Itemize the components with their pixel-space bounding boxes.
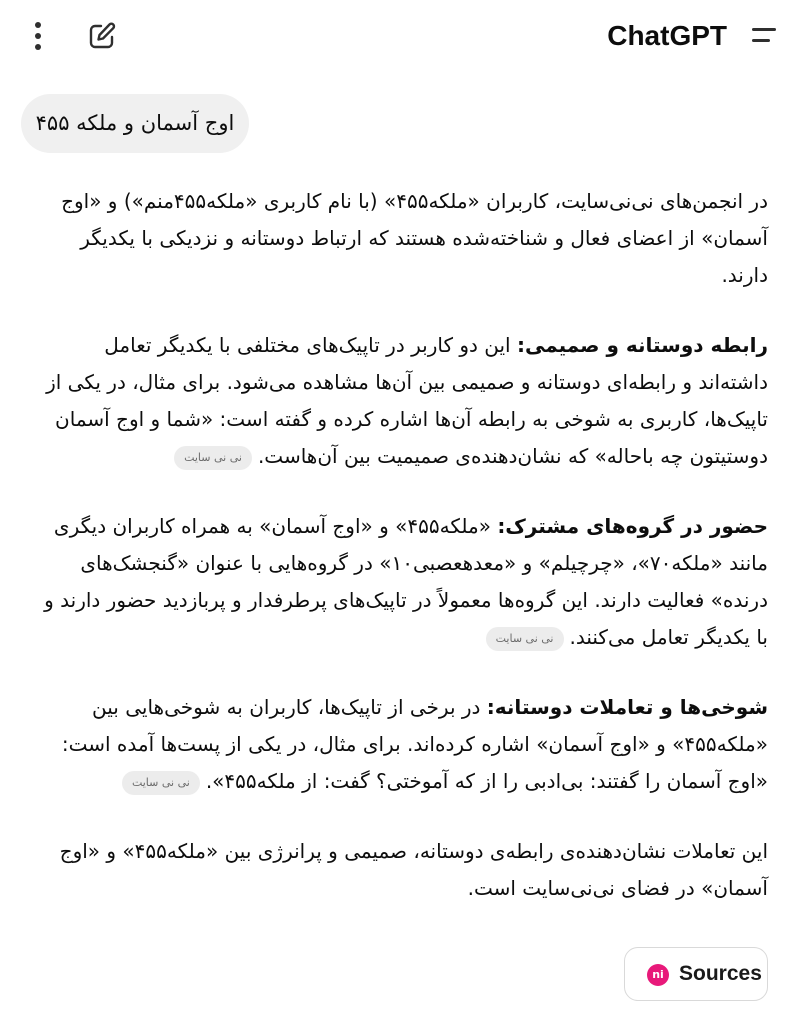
section-heading: رابطه دوستانه و صمیمی: [516,333,768,357]
answer-section [36,508,768,656]
sidebar-menu-button[interactable] [748,22,780,50]
app-title: ChatGPT [607,20,727,51]
edit-icon [84,18,120,54]
citation-chip[interactable]: نی نی سایت [486,627,564,651]
more-options-button[interactable] [20,16,56,56]
citation-chip[interactable]: نی نی سایت [174,446,252,470]
more-vertical-icon [35,22,41,28]
user-message: اوج آسمان و ملکه ۴۵۵ [21,94,249,153]
sources-label: Sources [679,962,762,985]
answer-intro: در انجمن‌های نی‌نی‌سایت، کاربران «ملکه۴۵۵» (با نام کاربری «ملکه۴۵۵منم») و «اوج آسمان» از اعضای فعال و شناخته‌شده هستند که ارتباط دوستانه و نزدیکی با یکدیگر دارند. [61,189,768,287]
sources-button[interactable] [624,947,768,1001]
citation-chip[interactable]: نی نی سایت [122,771,200,795]
new-chat-button[interactable] [84,18,120,54]
section-text: در برخی از تاپیک‌ها، کاربران به شوخی‌هایی بین «ملکه۴۵۵» و «اوج آسمان» اشاره کرده‌اند. برای مثال، در یکی از پست‌ها آمده است: «اوج آسمان را گفتند: بی‌ادبی را از که آموختی؟ گفت: از ملکه۴۵۵». [61,695,768,793]
ninisite-logo-icon: ni [647,964,669,986]
section-text: «ملکه۴۵۵» و «اوج آسمان» به همراه کاربران دیگری مانند «ملکه۷۰»، «چرچیلم» و «معدهعصبی۱۰» در گروه‌هایی با عنوان «گنجشک‌های درنده» فعالیت دارند. این گروه‌ها معمولاً در تاپیک‌های پرطرفدار و پربازدید حضور دارند و با یکدیگر تعامل می‌کنند. [44,514,768,649]
answer-section [36,689,768,800]
answer-outro: این تعاملات نشان‌دهنده‌ی رابطه‌ی دوستانه، صمیمی و پرانرژی بین «ملکه۴۵۵» و «اوج آسمان» در فضای نی‌نی‌سایت است. [59,839,768,900]
menu-icon [752,28,776,31]
answer-section [36,327,768,475]
section-heading: حضور در گروه‌های مشترک: [497,514,768,538]
top-bar [0,0,799,72]
section-heading: شوخی‌ها و تعاملات دوستانه: [486,695,768,719]
section-text: این دو کاربر در تاپیک‌های مختلفی با یکدیگر تعامل داشته‌اند و رابطه‌ای دوستانه و صمیمی بین آن‌ها مشاهده می‌شود. برای مثال، در یکی از تاپیک‌ها، کاربری به شوخی به رابطه آن‌ها اشاره کرده و گفته است: «شما و اوج آسمان دوستیتون چه باحاله» که نشان‌دهنده‌ی صمیمیت بین آن‌هاست. [46,333,768,468]
assistant-message [36,183,768,907]
